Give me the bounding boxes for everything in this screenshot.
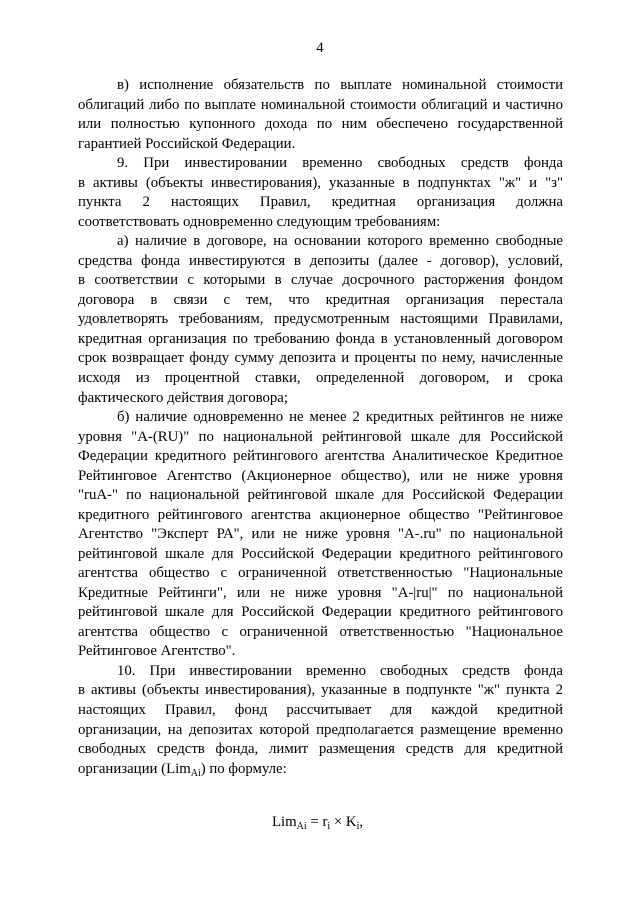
paragraph-line: фактического действия договора; <box>78 389 288 406</box>
paragraph-line: пункта 2 настоящих Правил, кредитная организация должна <box>78 194 563 211</box>
paragraph-line: уровня "A-(RU)" по национальной рейтинговой шкале для Российской <box>78 428 563 445</box>
paragraph-line: облигаций либо по выплате номинальной стоимости облигаций и частично <box>78 96 563 113</box>
paragraph-line: в) исполнение обязательств по выплате номинальной стоимости <box>117 77 563 93</box>
paragraph-10 <box>78 662 563 779</box>
paragraph-line: Кредитные Рейтинги", или не ниже уровня "A-|ru|" по национальной <box>78 584 563 601</box>
paragraph-line: б) наличие одновременно не менее 2 кредитных рейтингов не ниже <box>117 409 563 426</box>
paragraph-line: в активы (объекты инвестирования), указанные в подпунктах "ж" и "з" <box>78 174 563 191</box>
paragraph-line: в активы (объекты инвестирования), указанные в подпункте "ж" пункта 2 <box>78 682 563 699</box>
paragraph-line: Агентство "Эксперт РА", или не ниже уровня "A-.ru" по национальной <box>78 526 563 543</box>
paragraph-line: рейтинговой шкале для Российской Федерации кредитного рейтингового <box>78 604 563 621</box>
paragraph-line: договора в связи с тем, что кредитная организация перестала <box>78 291 563 308</box>
paragraph-line: 9. При инвестировании временно свободных средств фонда <box>117 155 563 172</box>
paragraph-line <box>78 760 563 780</box>
paragraph-line: или полностью купонного дохода по ним обеспечено государственной <box>78 116 563 133</box>
paragraph-b <box>78 408 563 662</box>
paragraph-line: средства фонда инвестируются в депозиты (далее - договор), условий, <box>78 252 563 269</box>
paragraph-9 <box>78 154 563 232</box>
paragraph-line: Федерации кредитного рейтингового агентства Аналитическое Кредитное <box>78 448 563 465</box>
formula-comma: , <box>359 814 364 830</box>
lim-subscript: Ai <box>190 767 201 779</box>
formula-r-subscript: i <box>327 821 331 832</box>
paragraph-line: в соответствии с которыми в случае досрочного расторжения фондом <box>78 272 563 289</box>
formula-r: r <box>322 814 328 830</box>
paragraph-line: 10. При инвестировании временно свободных средств фонда <box>117 662 563 679</box>
paragraph-line: гарантией Российской Федерации. <box>78 135 296 152</box>
paragraph-line: а) наличие в договоре, на основании которого временно свободные <box>117 233 563 250</box>
paragraph-line: соответствовать одновременно следующим требованиям: <box>78 213 441 230</box>
paragraph-line: агентства общество с ограниченной ответственностью "Национальные <box>78 565 563 582</box>
line-text: ) по формуле: <box>200 760 287 777</box>
paragraph-line: организации, на депозитах которой предполагается размещение временно <box>78 721 563 738</box>
paragraph-line: агентства общество с ограниченной ответственностью "Национальное <box>78 623 563 640</box>
formula-k: K <box>345 814 357 830</box>
formula-times: × <box>333 814 343 830</box>
paragraph-a <box>78 232 563 408</box>
paragraph-line: кредитного рейтингового агентства акционерное общество "Рейтинговое <box>78 506 563 523</box>
paragraph-line: срок возвращает фонду сумму депозита и проценты по нему, начисленные <box>78 350 563 367</box>
paragraph-line: "ruA-" по национальной рейтинговой шкале для Российской Федерации <box>78 487 563 504</box>
document-body <box>78 76 563 779</box>
paragraph-v <box>78 76 563 154</box>
formula-k-subscript: i <box>356 821 360 832</box>
paragraph-line: Рейтинговое Агентство (Акционерное общество), или не ниже уровня <box>78 467 563 484</box>
paragraph-line: настоящих Правил, фонд рассчитывает для каждой кредитной <box>78 702 563 718</box>
paragraph-line: кредитная организация по требованию фонда в установленный договором <box>78 330 563 347</box>
paragraph-line: удовлетворять требованиям, предусмотренным настоящими Правилами, <box>78 311 563 328</box>
paragraph-line: рейтинговой шкале для Российской Федерации кредитного рейтингового <box>78 545 563 562</box>
formula-lim: Lim <box>272 814 297 830</box>
paragraph-line: Рейтинговое Агентство". <box>78 643 236 660</box>
formula <box>272 812 363 834</box>
paragraph-line: исходя из процентной ставки, определенной договором, и срока <box>78 369 563 386</box>
formula-equals: = <box>310 814 319 830</box>
lim-term: Lim <box>166 760 191 777</box>
line-text: организации ( <box>78 760 167 777</box>
formula-lim-subscript: Ai <box>296 821 307 832</box>
paragraph-line: свободных средств фонда, лимит размещения средств для кредитной <box>78 741 563 758</box>
page-number: 4 <box>316 40 324 56</box>
